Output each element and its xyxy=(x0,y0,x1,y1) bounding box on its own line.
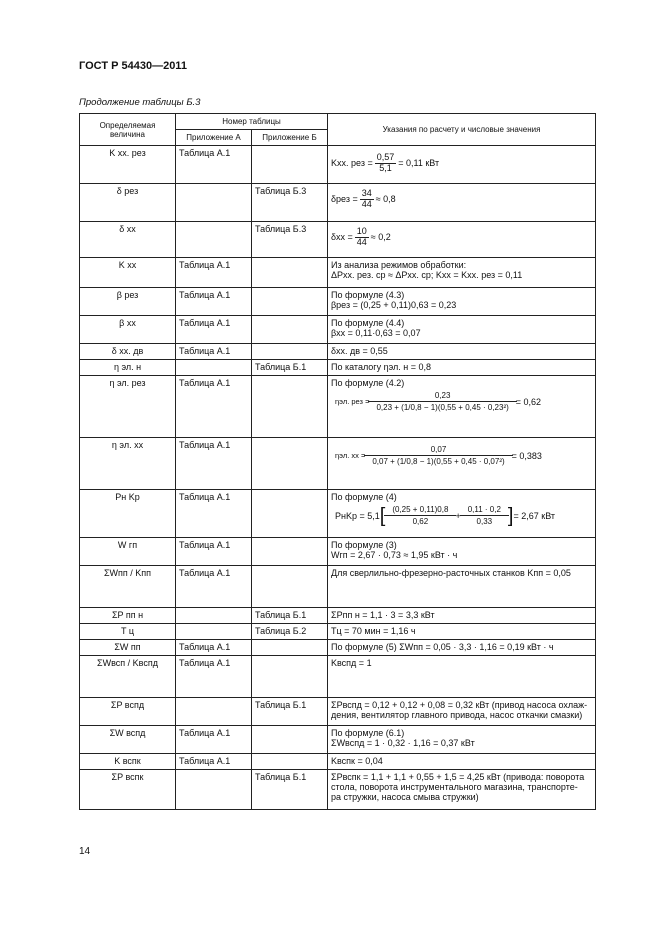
quantity-cell: ΣW пп xyxy=(80,640,176,656)
note-line: По формуле (3) xyxy=(331,540,397,550)
table-row xyxy=(80,222,596,258)
appendix-b-cell: Таблица Б.1 xyxy=(252,770,328,810)
notes-cell xyxy=(328,698,596,726)
notes-cell: По каталогу ηэл. н = 0,8 xyxy=(328,360,596,376)
fraction xyxy=(355,227,369,248)
appendix-b-cell xyxy=(252,344,328,360)
note-line: По формуле (4.2) xyxy=(331,378,405,388)
note-line: βхх = 0,11·0,63 = 0,07 xyxy=(331,328,421,338)
header-notes: Указания по расчету и числовые значения xyxy=(328,114,596,146)
appendix-b-cell xyxy=(252,726,328,754)
appendix-b-cell xyxy=(252,146,328,184)
notes-cell xyxy=(328,726,596,754)
notes-cell: Kвспд = 1 xyxy=(328,656,596,698)
appendix-b-cell: Таблица Б.1 xyxy=(252,360,328,376)
notes-cell xyxy=(328,316,596,344)
fraction-numerator: 0,11 · 0,2 xyxy=(460,504,509,516)
header-quantity: Определяемая величина xyxy=(80,114,176,146)
quantity-cell: K хх. рез xyxy=(80,146,176,184)
table-row xyxy=(80,770,596,810)
fraction-denominator: 0,23 + (1/0,8 − 1)(0,55 + 0,45 · 0,23²) xyxy=(376,403,509,412)
appendix-b-cell xyxy=(252,288,328,316)
quantity-cell: η эл. рез xyxy=(80,376,176,438)
appendix-a-cell: Таблица А.1 xyxy=(176,538,252,566)
fraction-numerator: 0,57 xyxy=(376,152,395,162)
page-number: 14 xyxy=(79,846,91,857)
notes-cell: Kвспк = 0,04 xyxy=(328,754,596,770)
note-line: βрез = (0,25 + 0,11)0,63 = 0,23 xyxy=(331,300,457,310)
table-row xyxy=(80,146,596,184)
fraction xyxy=(360,189,374,210)
fraction xyxy=(368,444,508,467)
fraction-denominator: 44 xyxy=(361,198,372,209)
quantity-cell: K хх xyxy=(80,258,176,288)
appendix-b-cell: Таблица Б.1 xyxy=(252,698,328,726)
notes-cell xyxy=(328,146,596,184)
bracket-close: ] xyxy=(507,504,514,527)
fraction-numerator: 0,07 xyxy=(364,444,512,456)
appendix-b-cell xyxy=(252,754,328,770)
note-line: Wгп = 2,67 · 0,73 ≈ 1,95 кВт · ч xyxy=(331,550,458,560)
note-line: Из анализа режимов обработки: xyxy=(331,260,467,270)
quantity-cell: ΣWвсп / Kвспд xyxy=(80,656,176,698)
table-row xyxy=(80,566,596,608)
appendix-a-cell: Таблица А.1 xyxy=(176,640,252,656)
quantity-cell: ΣWпп / Kпп xyxy=(80,566,176,608)
bracket-open: [ xyxy=(379,504,386,527)
quantity-cell: ΣP вспд xyxy=(80,698,176,726)
fraction xyxy=(375,153,397,174)
equation-lhs: δхх = xyxy=(331,232,353,243)
table-row xyxy=(80,316,596,344)
fraction xyxy=(464,504,505,527)
notes-cell xyxy=(328,184,596,222)
quantity-cell: η эл. хх xyxy=(80,438,176,490)
appendix-a-cell: Таблица А.1 xyxy=(176,146,252,184)
notes-cell xyxy=(328,376,596,438)
fraction xyxy=(372,390,512,413)
table-row xyxy=(80,538,596,566)
fraction-denominator: 0,33 xyxy=(476,517,493,526)
table-row xyxy=(80,754,596,770)
appendix-a-cell: Таблица А.1 xyxy=(176,376,252,438)
appendix-a-cell: Таблица А.1 xyxy=(176,438,252,490)
table-row xyxy=(80,258,596,288)
appendix-a-cell: Таблица А.1 xyxy=(176,316,252,344)
fraction-denominator: 44 xyxy=(356,236,367,247)
quantity-cell: ΣW вспд xyxy=(80,726,176,754)
note-line: По формуле (4.4) xyxy=(331,318,405,328)
fraction-numerator: 10 xyxy=(356,226,367,236)
appendix-b-cell xyxy=(252,316,328,344)
equation-rhs: ≈ 0,8 xyxy=(375,194,396,205)
quantity-cell: W гп xyxy=(80,538,176,566)
appendix-a-cell: Таблица А.1 xyxy=(176,566,252,608)
notes-cell: Tц = 70 мин = 1,16 ч xyxy=(328,624,596,640)
appendix-a-cell xyxy=(176,770,252,810)
appendix-a-cell xyxy=(176,360,252,376)
appendix-b-cell: Таблица Б.1 xyxy=(252,608,328,624)
fraction-denominator: 0,62 xyxy=(412,517,429,526)
header-table-number: Номер таблицы xyxy=(176,114,328,130)
notes-cell xyxy=(328,538,596,566)
table-row xyxy=(80,376,596,438)
appendix-a-cell: Таблица А.1 xyxy=(176,656,252,698)
appendix-b-cell: Таблица Б.2 xyxy=(252,624,328,640)
fraction-numerator: 34 xyxy=(361,188,372,198)
appendix-b-cell xyxy=(252,490,328,538)
appendix-b-cell: Таблица Б.3 xyxy=(252,222,328,258)
appendix-a-cell xyxy=(176,184,252,222)
note-line: По формуле (4) xyxy=(331,492,397,502)
appendix-b-cell xyxy=(252,438,328,490)
quantity-cell: K вспк xyxy=(80,754,176,770)
table-row xyxy=(80,698,596,726)
notes-cell: Для сверлильно-фрезерно-расточных станков Kпп = 0,05 xyxy=(328,566,596,608)
equation-lhs: Kхх. рез = xyxy=(331,158,373,169)
plus-sign: + xyxy=(455,510,461,521)
calculation-table xyxy=(79,113,596,810)
appendix-a-cell xyxy=(176,608,252,624)
equation-rhs: = 0,62 xyxy=(515,396,542,407)
fraction-numerator: (0,25 + 0,11)0,8 xyxy=(384,504,456,516)
equation-rhs: = 0,11 кВт xyxy=(398,158,440,169)
appendix-a-cell: Таблица А.1 xyxy=(176,288,252,316)
document-header: ГОСТ Р 54430—2011 xyxy=(79,60,187,72)
table-row xyxy=(80,490,596,538)
notes-cell xyxy=(328,490,596,538)
quantity-cell: β хх xyxy=(80,316,176,344)
equation-lhs: ηэл. рез = xyxy=(335,397,370,406)
equation-rhs: = 0,383 xyxy=(511,450,542,461)
note-line: ΣWвспд = 1 · 0,32 · 1,16 = 0,37 кВт xyxy=(331,738,475,748)
note-line: По формуле (4.3) xyxy=(331,290,405,300)
notes-cell xyxy=(328,438,596,490)
appendix-b-cell xyxy=(252,656,328,698)
appendix-b-cell: Таблица Б.3 xyxy=(252,184,328,222)
appendix-a-cell: Таблица А.1 xyxy=(176,344,252,360)
note-line: ΣPвспк = 1,1 + 1,1 + 0,55 + 1,5 = 4,25 кВт (привода: поворота xyxy=(331,772,585,782)
header-appendix-a: Приложение А xyxy=(176,130,252,146)
table-caption: Продолжение таблицы Б.3 xyxy=(79,97,201,108)
notes-cell: δхх. дв = 0,55 xyxy=(328,344,596,360)
equation-lhs: ηэл. хх = xyxy=(335,451,366,460)
quantity-cell: β рез xyxy=(80,288,176,316)
table-row xyxy=(80,184,596,222)
equation-lhs: PнKр = 5,1 xyxy=(335,510,380,521)
notes-cell xyxy=(328,288,596,316)
table-row xyxy=(80,624,596,640)
quantity-cell: δ хх. дв xyxy=(80,344,176,360)
note-line: ΔPхх. рез. ср ≈ ΔPхх. ср; Kхх = Kхх. рез = 0,11 xyxy=(331,270,523,280)
quantity-cell: ΣP пп н xyxy=(80,608,176,624)
header-appendix-b: Приложение Б xyxy=(252,130,328,146)
appendix-a-cell: Таблица А.1 xyxy=(176,754,252,770)
note-line: ра стружки, насоса смыва стружки) xyxy=(331,792,479,802)
appendix-a-cell: Таблица А.1 xyxy=(176,726,252,754)
appendix-b-cell xyxy=(252,566,328,608)
equation-rhs: ≈ 0,2 xyxy=(370,232,391,243)
appendix-b-cell xyxy=(252,640,328,656)
notes-cell: По формуле (5) ΣWпп = 0,05 · 3,3 · 1,16 = 0,19 кВт · ч xyxy=(328,640,596,656)
table-row xyxy=(80,656,596,698)
table-row xyxy=(80,608,596,624)
note-line: стола, поворота инструментального магазина, транспорте- xyxy=(331,782,578,792)
quantity-cell: δ хх xyxy=(80,222,176,258)
equation-rhs: = 2,67 кВт xyxy=(513,510,556,521)
appendix-b-cell xyxy=(252,538,328,566)
note-line: ΣPвспд = 0,12 + 0,12 + 0,08 = 0,32 кВт (привод насоса охлаж- xyxy=(331,700,588,710)
notes-cell xyxy=(328,222,596,258)
quantity-cell: η эл. н xyxy=(80,360,176,376)
notes-cell xyxy=(328,258,596,288)
table-row xyxy=(80,726,596,754)
table-row xyxy=(80,288,596,316)
note-line: По формуле (6.1) xyxy=(331,728,405,738)
table-row xyxy=(80,360,596,376)
quantity-cell: δ рез xyxy=(80,184,176,222)
appendix-a-cell xyxy=(176,222,252,258)
table-row xyxy=(80,640,596,656)
appendix-a-cell xyxy=(176,624,252,640)
quantity-cell: Pн Kр xyxy=(80,490,176,538)
table-row xyxy=(80,344,596,360)
table-row xyxy=(80,438,596,490)
notes-cell xyxy=(328,770,596,810)
fraction-denominator: 0,07 + (1/0,8 − 1)(0,55 + 0,45 · 0,07²) xyxy=(372,457,505,466)
quantity-cell: T ц xyxy=(80,624,176,640)
equation-lhs: δрез = xyxy=(331,194,358,205)
appendix-a-cell: Таблица А.1 xyxy=(176,258,252,288)
fraction-numerator: 0,23 xyxy=(368,390,516,402)
fraction xyxy=(388,504,452,527)
notes-cell: ΣPпп н = 1,1 · 3 = 3,3 кВт xyxy=(328,608,596,624)
appendix-a-cell xyxy=(176,698,252,726)
fraction-denominator: 5,1 xyxy=(379,162,392,173)
quantity-cell: ΣP вспк xyxy=(80,770,176,810)
appendix-a-cell: Таблица А.1 xyxy=(176,490,252,538)
note-line: дения, вентилятор главного привода, насос откачки смазки) xyxy=(331,710,583,720)
appendix-b-cell xyxy=(252,258,328,288)
appendix-b-cell xyxy=(252,376,328,438)
